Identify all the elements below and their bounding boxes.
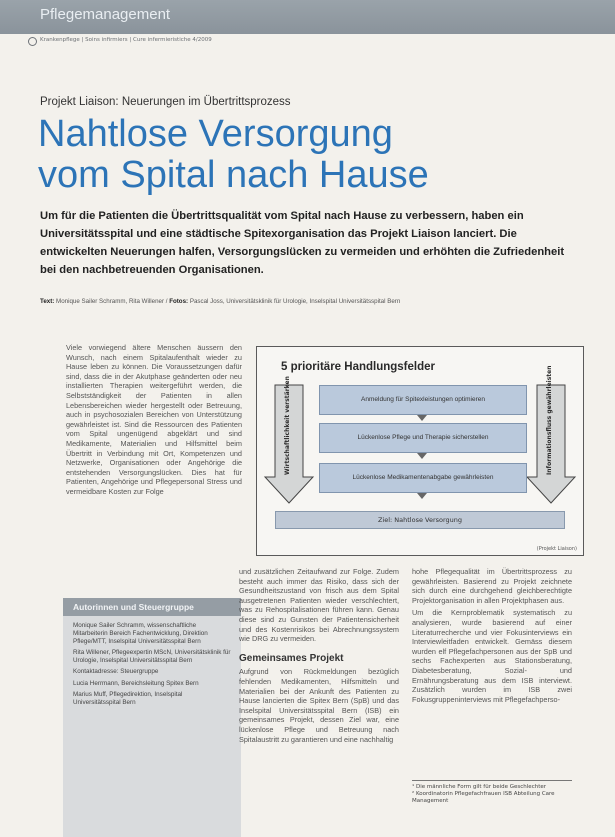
journal-logo-icon — [28, 37, 37, 46]
subheading: Gemeinsames Projekt — [239, 652, 344, 664]
body-paragraph: und zusätzlichen Zeitaufwand zur Folge. Zudem besteht auch immer das Risiko, dass sich der Gesundheitszustand von frisch aus dem Spital ausgetretenen Patienten wieder verschlechtert, was zu Rehospitalisationen führen kann. Genau diese sind zu Gunsten der Patientensicherheit und des Kostenrisikos bei Abrechnungssystem wie DRG zu vermeiden. — [239, 567, 399, 644]
down-arrow-icon — [417, 493, 427, 499]
down-arrow-icon — [417, 415, 427, 421]
credits-label-text: Text: — [40, 298, 55, 305]
article-lead: Um für die Patienten die Übertrittsqualität vom Spital nach Hause zu verbessern, haben ein Universitätsspital und eine städtische Spitexorganisation das Projekt Liaison lanciert. Die entwickelten Neuerungen halfen, Versorgungslücken zu vermeiden und erhöhten die Zufriedenheit bei den nachbetreuenden Organisationen. — [40, 210, 565, 276]
goal-bar: Ziel: Nahtlose Versorgung — [275, 511, 565, 529]
diagram-title: 5 prioritäre Handlungsfelder — [281, 361, 436, 373]
sidebox-body — [63, 616, 241, 707]
field-box-medication: Lückenlose Medikamentenabgabe gewährleisten — [319, 463, 527, 493]
footnote: ² Koordinatorin Pflegefachfrauen ISB Abteilung Care Management — [412, 791, 555, 804]
field-box-registration: Anmeldung für Spitexleistungen optimieren — [319, 385, 527, 415]
section-header — [0, 0, 615, 34]
body-paragraph: Aufgrund von Rückmeldungen bezüglich fehlenden Medikamenten, Hilfsmitteln und Materialien bei der Ankunft des Patienten zu Hause lancierten die Spitex Bern (SpB) und das Inselspital Universitätsspital Bern (ISB) ein gemeinsames Projekt, dessen Ziel war, eine lückenlose Pflege und Betreuung nach Spitalaustritt zu garantieren und eine nachhaltig — [239, 667, 399, 744]
sidebox-entry: Marius Muff, Pflegedirektion, Inselspital Universitätsspital Bern — [73, 690, 183, 706]
body-column-2 — [239, 567, 399, 747]
credits-line — [40, 298, 580, 305]
down-arrow-icon — [417, 453, 427, 459]
sidebox-entry: Kontaktadresse: Steuergruppe — [73, 668, 159, 676]
priority-fields-diagram — [256, 346, 584, 556]
title-line-1: Nahtlose Versorgung — [38, 113, 393, 155]
article-title — [38, 114, 429, 196]
issue-meta-text: Krankenpflege | Soins infirmiers | Cure infermieristiche 4/2009 — [40, 37, 212, 43]
field-box-care: Lückenlose Pflege und Therapie sicherstellen — [319, 423, 527, 453]
body-column-1 — [66, 343, 242, 500]
credits-authors: Monique Sailer Schramm, Rita Willener / — [54, 298, 170, 305]
title-line-2: vom Spital nach Hause — [38, 154, 429, 196]
diagram-source: (Projekt Liaison) — [536, 546, 577, 552]
credits-label-photos: Fotos: — [169, 298, 189, 305]
sidebox-entry: Monique Sailer Schramm, wissenschaftliche Mitarbeiterin Bereich Fachentwicklung, Direktion Pflege/MTT, Inselspital Universitätsspital Bern — [73, 622, 208, 646]
body-paragraph: Um die Kernproblematik systematisch zu analysieren, wurde basierend auf einer Literaturrecherche und vier Fokusinterviews ein Interviewleitfaden entwickelt. Gemäss diesem wurden elf Pflegefachpersonen aus der SpB und sechs Fachexperten aus Stationsberatung, Diabetesberatung, Sozial- und Ernährungsberatung aus dem ISB interviewt. Zusätzlich wurden im ISB zwei Fokusgruppeninterviews mit Pflegefachperso- — [412, 608, 572, 704]
sidebox-title: Autorinnen und Steuergruppe — [63, 598, 241, 616]
section-title: Pflegemanagement — [40, 6, 171, 23]
body-paragraph: Viele vorwiegend ältere Menschen äussern den Wunsch, nach einem Spitalaufenthalt wieder zu Hause leben zu können. Die Voraussetzungen dafür sind, dass die in der Akutphase geänderten oder neu installierten Therapien weitergeführt werden, die Selbstständigkeit der Patienten in allen Lebensbereichen wieder hergestellt oder Betreuung, auch in psychosozialen Bereichen von Unterstützung gewährleistet ist. Sind die Ressourcen des Patienten vom Spital ungenügend abgeklärt und sind Medikamente, Materialien und Hilfsmittel beim Übertritt in Verbindung mit Ort, Kompetenzen und Netzwerke, Organisationen oder Angehörige die entstehenden Versorgungslücken. Dies hat für Patienten, Angehörige und Pflegepersonal Stress und vermeidbare Kosten zur Folge — [66, 343, 242, 496]
article-kicker: Projekt Liaison: Neuerungen im Übertrittsprozess — [40, 96, 291, 108]
credits-photos: Pascal Joss, Universitätsklinik für Urologie, Inselspital Universitätsspital Bern — [188, 298, 401, 305]
sidebox-entry: Rita Willener, Pflegeexpertin MScN, Universitätsklinik für Urologie, Inselspital Universitätsspital Bern — [73, 649, 231, 665]
footnote: ¹ Die männliche Form gilt für beide Geschlechter — [412, 784, 547, 790]
body-column-3 — [412, 567, 572, 707]
right-arrow-label: Informationsfluss gewährleisten — [546, 365, 553, 475]
left-arrow-label: Wirtschaftlichkeit verstärken — [284, 376, 291, 475]
sidebox-entry: Lucia Herrmann, Bereichsleitung Spitex Bern — [73, 679, 199, 687]
footnotes — [412, 780, 572, 805]
body-paragraph: hohe Pflegequalität im Übertrittsprozess zu gewährleisten. Basierend zu Projekt zeichnete sich durch eine durchgehend gleichberechtigte Projektorganisation in allen Projektphasen aus. — [412, 567, 572, 605]
author-sidebox — [63, 598, 241, 837]
